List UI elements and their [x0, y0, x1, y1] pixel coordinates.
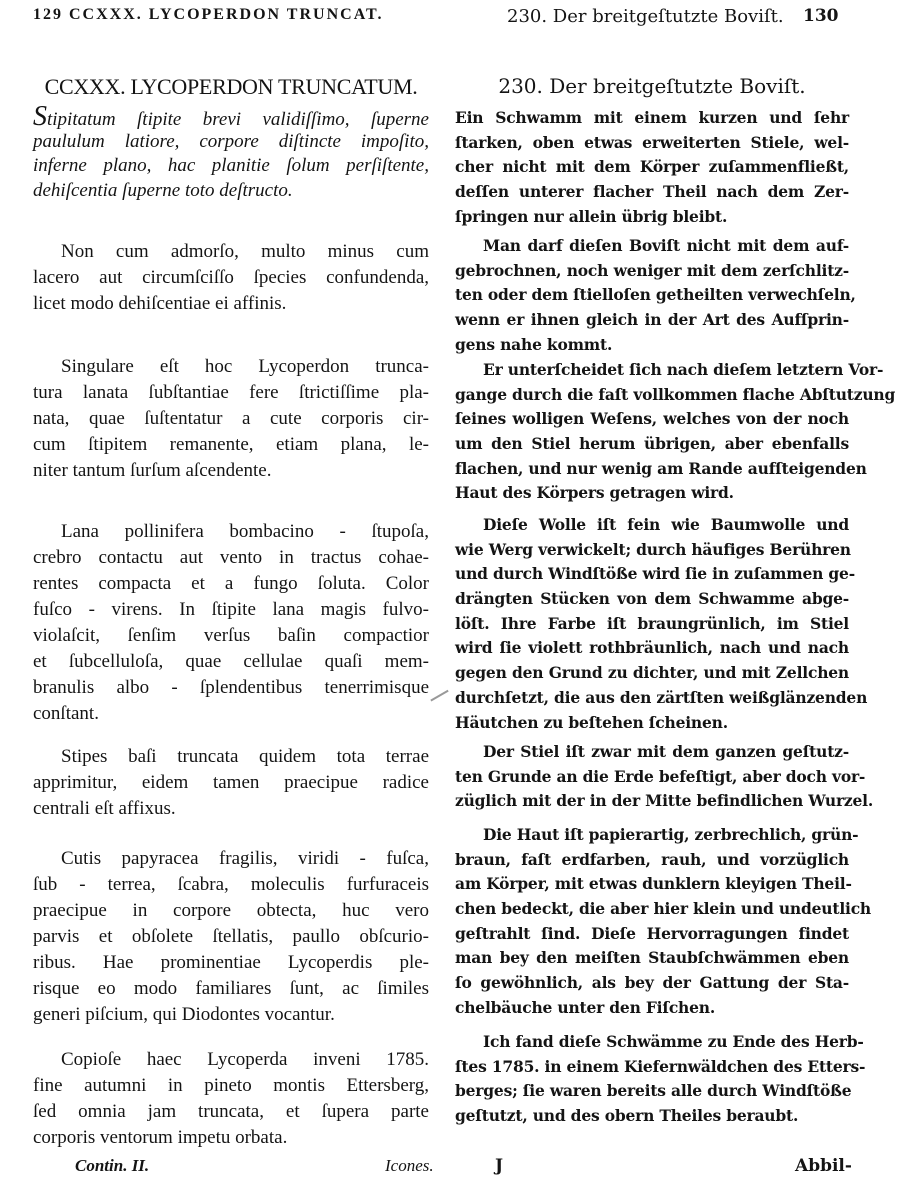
left-paragraph — [33, 239, 429, 317]
text-line: ten oder dem ſtielloſen getheilten verwechſeln, — [455, 285, 856, 305]
left-paragraph — [33, 846, 429, 1028]
text-line: braun, faſt erdfarben, rauh, und vorzüglich — [455, 849, 849, 869]
right-paragraph — [455, 1030, 866, 1129]
text-line: parvis et obſolete ſtellatis, paullo obſcurio- — [33, 926, 429, 947]
text-line: corporis ventorum impetu orbata. — [33, 1127, 288, 1148]
text-line: ten Grunde an die Erde befeſtigt, aber doch vor- — [455, 766, 866, 786]
text-line: ſpringen nur allein übrig bleibt. — [455, 206, 728, 226]
text-line: Cutis papyracea fragilis, viridi - fuſca, — [61, 848, 429, 869]
text-line: wie Werg verwickelt; durch häufiges Berühren — [455, 539, 851, 559]
text-line: flachen, und nur wenig am Rande aufſteigenden — [455, 458, 867, 478]
right-paragraph — [455, 234, 856, 357]
text-line: ſed omnia jam truncata, et ſupera parte — [33, 1101, 429, 1122]
text-line: Er unterſcheidet ſich nach dieſem letztern Vor- — [483, 360, 884, 379]
text-line: und durch Windſtöße wird ſie in zuſammen ge- — [455, 564, 855, 584]
right-title: 230. Der breitgeſtutzte Boviſt. — [498, 74, 806, 98]
left-paragraph — [33, 101, 429, 203]
text-line: berges; ſie waren bereits alle durch Windſtöße — [455, 1081, 852, 1101]
right-footer-signature: J — [495, 1156, 504, 1176]
left-paragraph — [33, 744, 429, 822]
text-line: Häutchen zu beſtehen ſcheinen. — [455, 712, 728, 732]
text-line: et ſubcelluloſa, quae cellulae quaſi mem- — [33, 651, 429, 672]
text-line: ſtes 1785. in einem Kiefernwäldchen des Etters- — [455, 1056, 866, 1076]
text-line: Dieſe Wolle iſt fein wie Baumwolle und — [483, 515, 849, 534]
text-line: Singulare eſt hoc Lycoperdon trunca- — [61, 356, 429, 377]
text-line: tura lanata ſubſtantiae fere ſtrictiſſime pla- — [33, 382, 429, 403]
text-line: violaſcit, ſenſim verſus baſin compactior — [33, 625, 429, 646]
text-line: dehiſcentia ſuperne toto deſtructo. — [33, 179, 293, 201]
text-line: drängten Stücken von dem Schwamme abge- — [455, 589, 849, 609]
text-line: Lana pollinifera bombacino - ſtupoſa, — [61, 521, 429, 542]
text-line: rentes compacta et a fungo ſoluta. Color — [33, 573, 429, 594]
text-line: Non cum admorſo, multo minus cum — [61, 241, 429, 262]
text-line: züglich mit der in der Mitte befindlichen Wurzel. — [455, 791, 874, 811]
page-gutter-mark — [430, 690, 453, 710]
left-page-latin — [33, 0, 434, 1200]
right-paragraph — [455, 513, 868, 735]
text-line: wird ſie violett rothbräunlich, nach und nach — [455, 638, 849, 658]
text-line: Copioſe haec Lycoperda inveni 1785. — [61, 1049, 429, 1070]
right-paragraph — [455, 740, 874, 814]
text-line: apprimitur, eidem tamen praecipue radice — [33, 772, 429, 793]
text-line: Die Haut iſt papierartig, zerbrechlich, grün- — [483, 825, 859, 844]
right-page-number: 130 — [803, 6, 839, 26]
text-line: conſtant. — [33, 703, 99, 724]
text-line: ſeines wolligen Weſens, welches von der noch — [455, 409, 849, 429]
left-paragraph — [33, 519, 429, 727]
text-line: cum ſtipitem remanente, etiam plana, le- — [33, 434, 429, 455]
text-line: paululum latiore, corpore diſtincte impoſito, — [33, 130, 429, 152]
right-paragraph — [455, 358, 896, 506]
left-footer-signature: Contin. II. — [75, 1156, 150, 1175]
text-line: um den Stiel herum übrigen, aber ebenfalls — [455, 434, 849, 454]
text-line: fuſco - virens. In ſtipite lana magis fulvo- — [33, 599, 429, 620]
text-line: nata, quae ſuſtentatur a cute corporis cir- — [33, 408, 429, 429]
text-line: Ich fand dieſe Schwämme zu Ende des Herb- — [483, 1032, 864, 1051]
text-line: crebro contactu aut vento in tractus cohae- — [33, 547, 429, 568]
text-line: gebrochnen, noch weniger mit dem zerſchlitz- — [455, 260, 849, 280]
right-page-german — [455, 0, 896, 1200]
text-line: licet modo dehiſcentiae ei affinis. — [33, 293, 287, 314]
text-line: Stipitatum ſtipite brevi validiſſimo, ſuperne — [33, 101, 429, 132]
text-line: gegen den Grund zu dichter, und mit Zellchen — [455, 663, 849, 683]
text-line: gens nahe kommt. — [455, 334, 613, 354]
text-line: durchſetzt, die aus den zärtſten weißglänzenden — [455, 687, 868, 707]
right-paragraph — [455, 106, 849, 229]
text-line: wenn er ihnen gleich in der Art des Aufſprin- — [455, 310, 849, 330]
text-line: chelbäuche unter den Fiſchen. — [455, 997, 716, 1017]
text-line: ſo gewöhnlich, als bey der Gattung der Sta- — [455, 973, 849, 993]
text-line: am Körper, mit etwas dunklern kleyigen Theil- — [455, 874, 852, 894]
text-line: niter tantum ſurſum aſcendente. — [33, 460, 272, 481]
text-line: chen bedeckt, die aber hier klein und undeutlich — [455, 899, 871, 919]
right-running-head: 230. Der breitgeſtutzte Boviſt. — [507, 6, 784, 27]
left-footer-catchword: Icones. — [385, 1156, 434, 1175]
right-paragraph — [455, 823, 871, 1021]
text-line: Der Stiel iſt zwar mit dem ganzen geſtutz- — [483, 742, 849, 761]
text-line: löſt. Ihre Farbe iſt braungrünlich, im Stiel — [455, 613, 849, 633]
text-line: deſſen unterer flacher Theil nach dem Zer- — [455, 182, 849, 202]
text-line: Stipes baſi truncata quidem tota terrae — [61, 746, 429, 767]
text-line: lacero aut circumſciſſo ſpecies confundenda, — [33, 267, 429, 288]
text-line: centrali eſt affixus. — [33, 798, 176, 819]
text-line: ſtarken, oben etwas erweiterten Stiele, wel- — [455, 132, 849, 152]
text-line: Ein Schwamm mit einem kurzen und ſehr — [455, 108, 849, 127]
left-running-head: 129 CCXXX. LYCOPERDON TRUNCAT. — [33, 6, 384, 23]
right-footer-catchword: Abbil- — [795, 1156, 852, 1176]
text-line: geſtutzt, und des obern Theiles beraubt. — [455, 1106, 799, 1126]
text-line: man bey den meiſten Staubſchwämmen eben — [455, 948, 849, 968]
left-paragraph — [33, 354, 429, 484]
left-title: CCXXX. LYCOPERDON TRUNCATUM. — [44, 74, 418, 99]
text-line: cher nicht mit dem Körper zuſammenfließt, — [455, 157, 849, 177]
text-line: geſtrahlt ſind. Dieſe Hervorragungen findet — [455, 923, 849, 943]
left-paragraph — [33, 1047, 429, 1151]
text-line: inferne plano, hac planitie ſolum perſiſtente, — [33, 155, 429, 176]
text-line: generi piſcium, qui Diodontes vocantur. — [33, 1004, 335, 1025]
text-line: branulis albo - ſplendentibus tenerrimisque — [33, 677, 429, 698]
text-line: ſub - terrea, ſcabra, moleculis furfuraceis — [33, 874, 429, 895]
text-line: praecipue in corpore obtecta, huc vero — [33, 900, 429, 921]
text-line: gange durch die faſt vollkommen flache Abſtutzung — [455, 384, 896, 404]
text-line: fine autumni in pineto montis Ettersberg, — [33, 1075, 429, 1096]
text-line: ribus. Hae prominentiae Lycoperdis ple- — [33, 952, 429, 973]
text-line: Haut des Körpers getragen wird. — [455, 483, 734, 503]
text-line: Man darf dieſen Boviſt nicht mit dem auf- — [483, 236, 849, 255]
text-line: risque eo modo familiares ſunt, ac ſimiles — [33, 978, 429, 999]
